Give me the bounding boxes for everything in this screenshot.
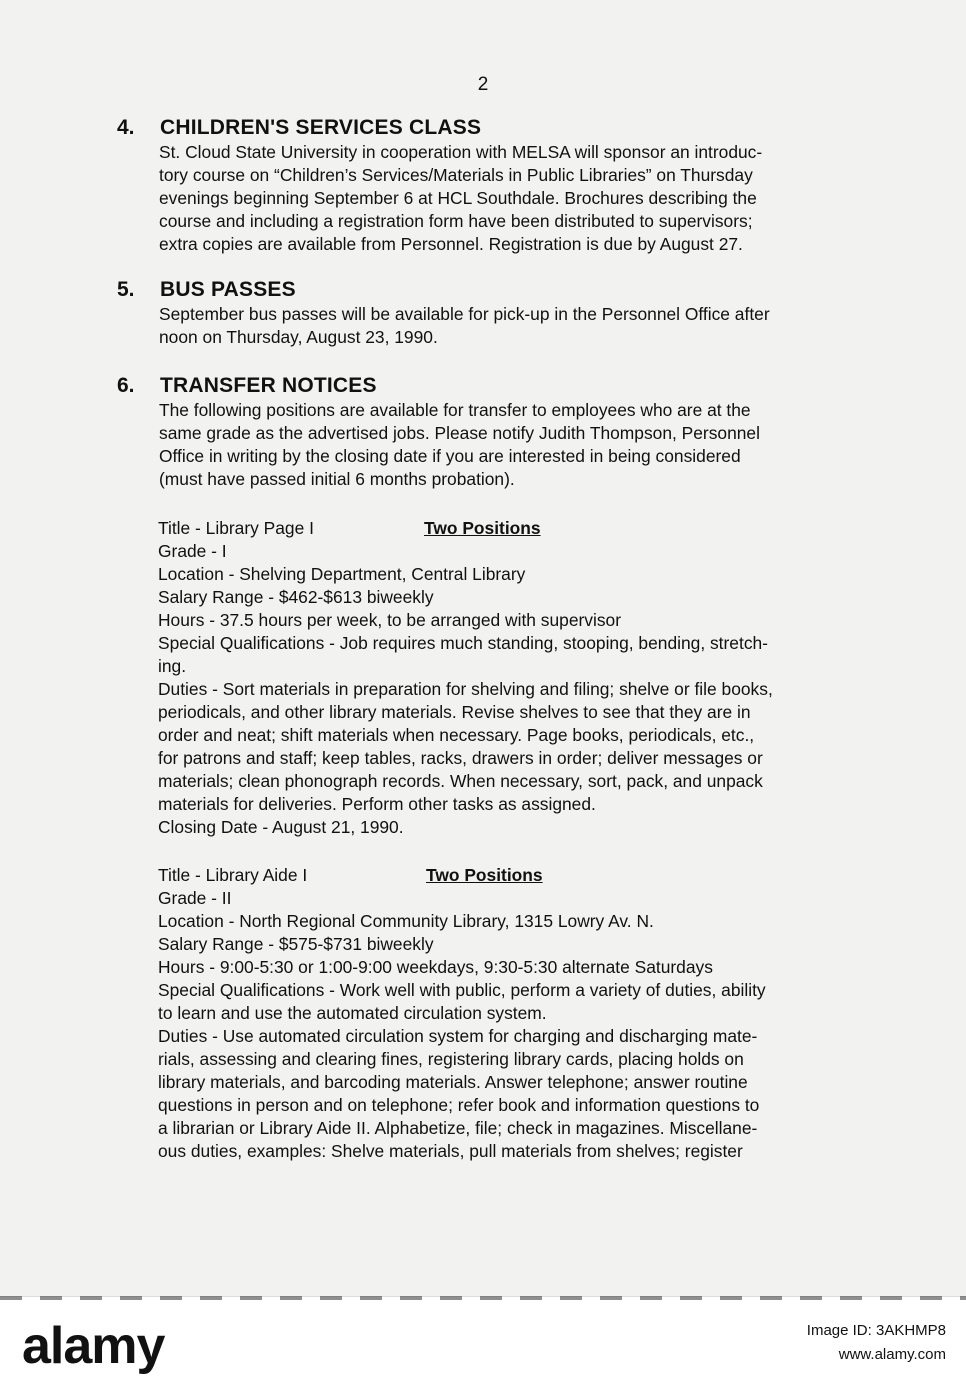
section-heading (117, 374, 832, 398)
section-title: TRANSFER NOTICES (160, 374, 377, 397)
job-detail-line: Grade - I (158, 541, 227, 561)
job-detail-line: Location - Shelving Department, Central Library (158, 564, 526, 584)
job-detail-line: Location - North Regional Community Library, 1315 Lowry Av. N. (158, 911, 654, 931)
section-transfer-notices (117, 374, 832, 491)
section-number: 6. (117, 374, 135, 397)
text-line: same grade as the advertised jobs. Please notify Judith Thompson, Personnel (159, 423, 760, 443)
text-line: (must have passed initial 6 months probation). (159, 469, 515, 489)
job-detail-line: to learn and use the automated circulation system. (158, 1003, 547, 1023)
job-detail-line: Hours - 37.5 hours per week, to be arranged with supervisor (158, 610, 622, 630)
section-heading (117, 116, 832, 140)
site-url-label: www.alamy.com (838, 1346, 946, 1363)
text-line: September bus passes will be available for pick-up in the Personnel Office after (159, 304, 770, 324)
job-detail-line: questions in person and on telephone; refer book and information questions to (158, 1095, 760, 1115)
job-detail-line: Special Qualifications - Job requires much standing, stooping, bending, stretch- (158, 633, 768, 653)
job-detail-line: Closing Date - August 21, 1990. (158, 817, 404, 837)
job-detail-line: Hours - 9:00-5:30 or 1:00-9:00 weekdays, 9:30-5:30 alternate Saturdays (158, 957, 713, 977)
job-detail-line: order and neat; shift materials when necessary. Page books, periodicals, etc., (158, 725, 755, 745)
job-detail-line: Grade - II (158, 888, 232, 908)
job-detail-line: ing. (158, 656, 187, 676)
job-title: Title - Library Page I (158, 518, 314, 538)
text-line: St. Cloud State University in cooperation with MELSA will sponsor an introduc- (159, 142, 763, 162)
job-detail-line: a librarian or Library Aide II. Alphabetize, file; check in magazines. Miscellane- (158, 1118, 758, 1138)
section-body (159, 303, 832, 349)
job-detail-line: library materials, and barcoding materials. Answer telephone; answer routine (158, 1072, 748, 1092)
section-number: 5. (117, 278, 135, 301)
section-number: 4. (117, 116, 135, 139)
positions-count: Two Positions (424, 518, 541, 538)
job-detail-line: Duties - Sort materials in preparation for shelving and filing; shelve or file books, (158, 679, 773, 699)
job-detail-line: Salary Range - $575-$731 biweekly (158, 934, 434, 954)
job-detail-line: materials for deliveries. Perform other tasks as assigned. (158, 794, 596, 814)
job-detail-line: Duties - Use automated circulation system for charging and discharging mate- (158, 1026, 758, 1046)
text-line: course and including a registration form have been distributed to supervisors; (159, 211, 753, 231)
job-detail-line: Salary Range - $462-$613 biweekly (158, 587, 434, 607)
section-title: BUS PASSES (160, 278, 296, 301)
text-line: tory course on “Children’s Services/Materials in Public Libraries” on Thursday (159, 165, 753, 185)
job-detail-line: for patrons and staff; keep tables, racks, drawers in order; deliver messages or (158, 748, 763, 768)
text-line: extra copies are available from Personnel. Registration is due by August 27. (159, 234, 743, 254)
job-title: Title - Library Aide I (158, 865, 308, 885)
text-line: evenings beginning September 6 at HCL Southdale. Brochures describing the (159, 188, 757, 208)
text-line: noon on Thursday, August 23, 1990. (159, 327, 438, 347)
positions-count: Two Positions (426, 865, 543, 885)
job-detail-line: Special Qualifications - Work well with public, perform a variety of duties, ability (158, 980, 766, 1000)
section-body (159, 399, 832, 491)
footer-divider (0, 1296, 966, 1300)
section-childrens-services (117, 116, 832, 256)
brand-logo: alamy (22, 1317, 165, 1375)
image-id-label: Image ID: 3AKHMP8 (806, 1322, 946, 1339)
job-title-row (158, 517, 838, 540)
job-detail-line: ous duties, examples: Shelve materials, pull materials from shelves; register (158, 1141, 743, 1161)
job-detail-line: periodicals, and other library materials. Revise shelves to see that they are in (158, 702, 751, 722)
section-heading (117, 278, 832, 302)
section-body (159, 141, 832, 256)
job-posting-library-page (158, 517, 838, 839)
job-posting-library-aide (158, 864, 838, 1163)
job-detail-line: rials, assessing and clearing fines, registering library cards, placing holds on (158, 1049, 744, 1069)
job-detail-line: materials; clean phonograph records. When necessary, sort, pack, and unpack (158, 771, 763, 791)
section-bus-passes (117, 278, 832, 349)
page-number: 2 (477, 74, 489, 95)
text-line: The following positions are available for transfer to employees who are at the (159, 400, 751, 420)
section-title: CHILDREN'S SERVICES CLASS (160, 116, 482, 139)
job-title-row (158, 864, 838, 887)
text-line: Office in writing by the closing date if you are interested in being considered (159, 446, 741, 466)
